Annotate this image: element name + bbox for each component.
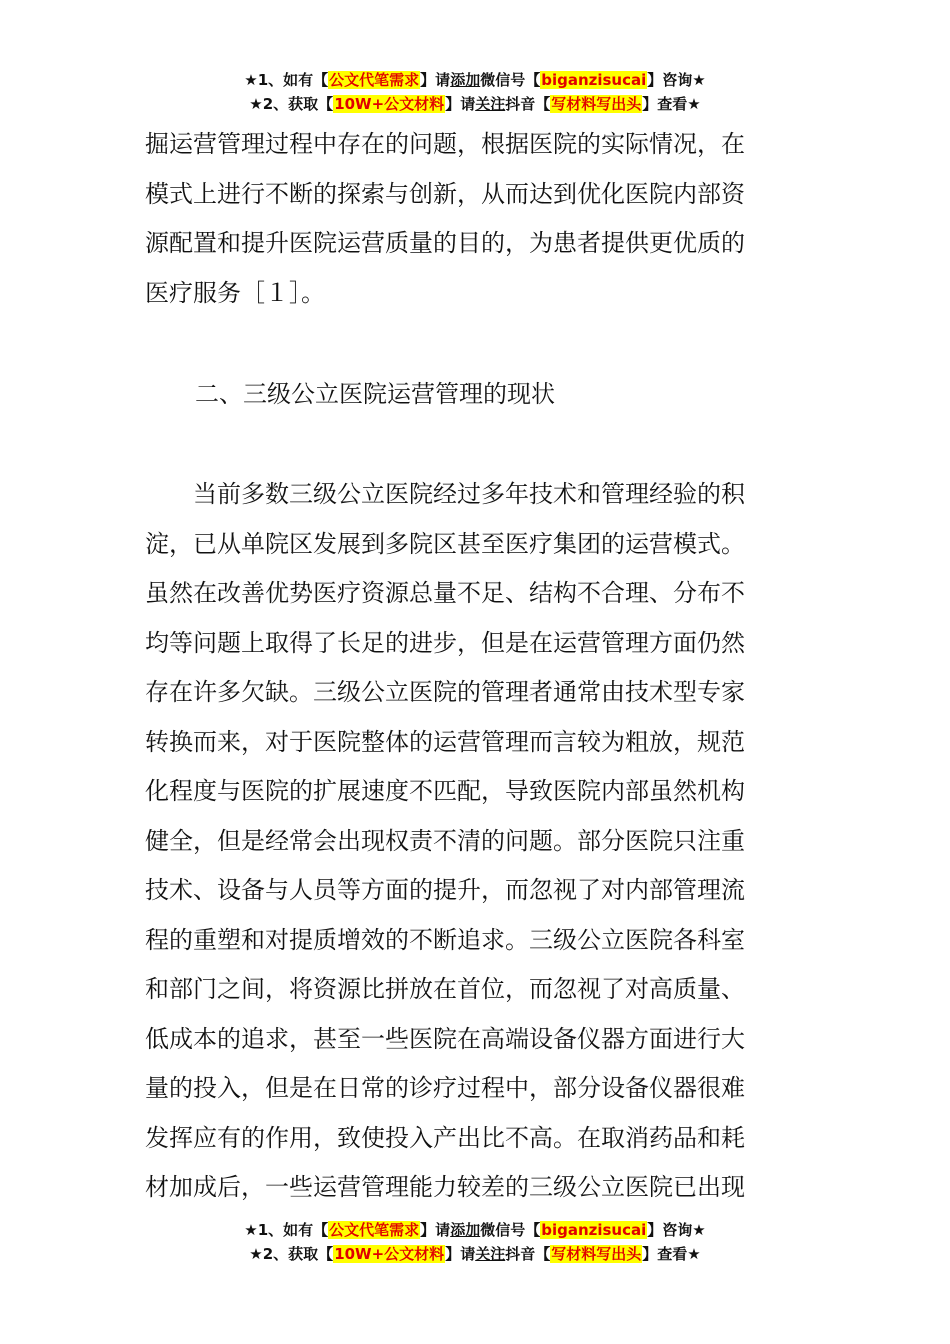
banner-text: 】请 bbox=[445, 95, 476, 113]
text-line: 当前多数三级公立医院经过多年技术和管理经验的积 bbox=[193, 480, 745, 508]
banner-emphasis: 添加 bbox=[450, 71, 481, 89]
banner-highlight: 10W+公文材料 bbox=[334, 95, 445, 113]
banner-text: 】咨询★ bbox=[647, 71, 706, 89]
banner-line-1 bbox=[0, 1218, 950, 1242]
footer-banner bbox=[0, 1218, 950, 1266]
banner-highlight: biganzisucai bbox=[541, 71, 647, 89]
banner-text: ★2、获取【 bbox=[249, 95, 334, 113]
banner-text: 】咨询★ bbox=[647, 1221, 706, 1239]
banner-line-2 bbox=[0, 1242, 950, 1266]
banner-highlight: 10W+公文材料 bbox=[334, 1245, 445, 1263]
text-line: 低成本的追求，甚至一些医院在高端设备仪器方面进行大 bbox=[145, 1024, 745, 1053]
banner-highlight: 公文代笔需求 bbox=[329, 71, 420, 89]
text-line: 化程度与医院的扩展速度不匹配，导致医院内部虽然机构 bbox=[145, 777, 745, 805]
banner-text: ★1、如有【 bbox=[244, 71, 329, 89]
banner-text: 微信号【 bbox=[480, 71, 541, 89]
banner-emphasis: 关注 bbox=[475, 95, 506, 113]
paragraph-1 bbox=[145, 120, 807, 318]
text-line: 虽然在改善优势医疗资源总量不足、结构不合理、分布不 bbox=[145, 579, 745, 607]
text-line: 转换而来，对于医院整体的运营管理而言较为粗放，规范 bbox=[145, 727, 745, 756]
text-line: 技术、设备与人员等方面的提升，而忽视了对内部管理流 bbox=[145, 876, 745, 904]
text-line: 淀，已从单院区发展到多院区甚至医疗集团的运营模式。 bbox=[145, 529, 745, 558]
banner-text: ★2、获取【 bbox=[249, 1245, 334, 1263]
text-line: 存在许多欠缺。三级公立医院的管理者通常由技术型专家 bbox=[145, 678, 745, 706]
banner-line-1 bbox=[0, 68, 950, 92]
section-heading: 二、三级公立医院运营管理的现状 bbox=[195, 380, 555, 408]
banner-emphasis: 关注 bbox=[475, 1245, 506, 1263]
banner-text: 微信号【 bbox=[480, 1221, 541, 1239]
banner-highlight: 写材料写出头 bbox=[551, 95, 642, 113]
text-line: 医疗服务［１］。 bbox=[145, 278, 325, 307]
text-line: 模式上进行不断的探索与创新，从而达到优化医院内部资 bbox=[145, 179, 745, 208]
paragraph-2 bbox=[145, 470, 807, 1213]
banner-highlight: 公文代笔需求 bbox=[329, 1221, 420, 1239]
text-line: 程的重塑和对提质增效的不断追求。三级公立医院各科室 bbox=[145, 925, 745, 954]
text-line: 健全，但是经常会出现权责不清的问题。部分医院只注重 bbox=[145, 826, 745, 855]
banner-line-2 bbox=[0, 92, 950, 116]
text-line: 均等问题上取得了长足的进步，但是在运营管理方面仍然 bbox=[145, 628, 745, 657]
text-line: 量的投入，但是在日常的诊疗过程中，部分设备仪器很难 bbox=[145, 1074, 745, 1102]
banner-text: 抖音【 bbox=[505, 1245, 551, 1263]
banner-highlight: 写材料写出头 bbox=[551, 1245, 642, 1263]
text-line: 发挥应有的作用，致使投入产出比不高。在取消药品和耗 bbox=[145, 1123, 745, 1152]
header-banner bbox=[0, 68, 950, 116]
banner-text: 】请 bbox=[420, 1221, 451, 1239]
text-line: 源配置和提升医院运营质量的目的，为患者提供更优质的 bbox=[145, 229, 745, 257]
banner-emphasis: 添加 bbox=[450, 1221, 481, 1239]
banner-text: 】请 bbox=[420, 71, 451, 89]
banner-text: ★1、如有【 bbox=[244, 1221, 329, 1239]
banner-text: 抖音【 bbox=[505, 95, 551, 113]
banner-text: 】查看★ bbox=[642, 1245, 701, 1263]
banner-text: 】查看★ bbox=[642, 95, 701, 113]
text-line: 掘运营管理过程中存在的问题，根据医院的实际情况，在 bbox=[145, 130, 745, 158]
banner-highlight: biganzisucai bbox=[541, 1221, 647, 1239]
banner-text: 】请 bbox=[445, 1245, 476, 1263]
text-line: 和部门之间，将资源比拼放在首位，而忽视了对高质量、 bbox=[145, 975, 745, 1003]
text-line: 材加成后，一些运营管理能力较差的三级公立医院已出现 bbox=[145, 1173, 745, 1201]
